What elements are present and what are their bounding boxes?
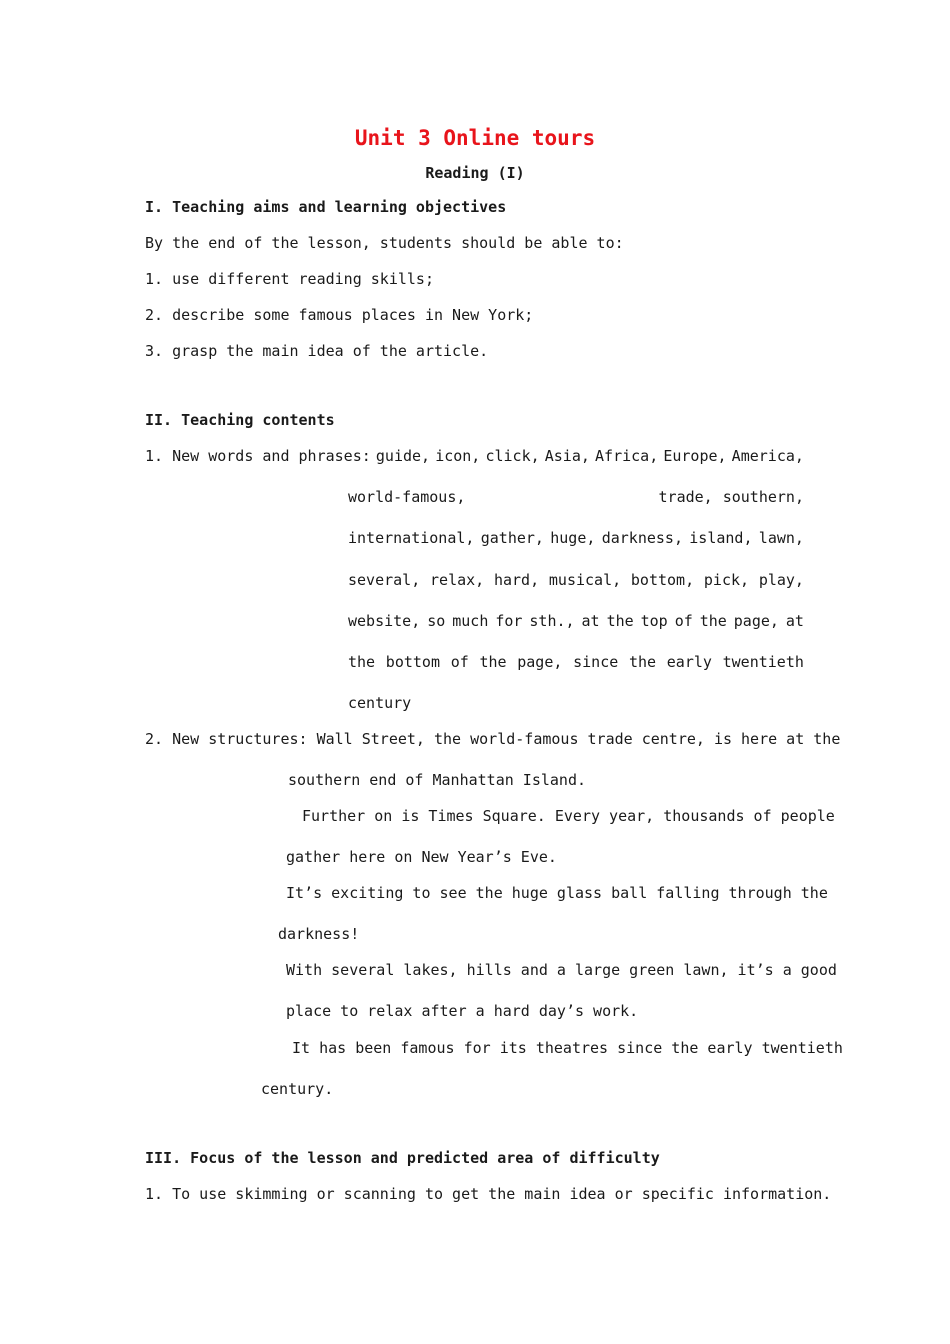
new-words-line	[145, 446, 804, 466]
word: the	[628, 653, 657, 671]
word: the	[699, 612, 727, 630]
word: world-famous,	[348, 488, 466, 506]
focus-item: 1. To use skimming or scanning to get the main idea or specific information.	[145, 1185, 832, 1203]
word: play,	[758, 571, 804, 589]
word: bottom,	[630, 571, 695, 589]
word: page,	[733, 612, 779, 630]
word: the	[348, 653, 376, 671]
new-structures-line: 2. New structures: Wall Street, the world-famous trade centre, is here at the	[145, 730, 841, 748]
word: much	[452, 612, 489, 630]
new-words-line	[348, 652, 804, 672]
word: twentieth	[722, 653, 804, 671]
word: the	[479, 653, 507, 671]
word: at	[581, 612, 600, 630]
word: relax,	[430, 571, 485, 589]
word: the	[606, 612, 634, 630]
new-structures-line: gather here on New Year’s Eve.	[286, 848, 557, 866]
new-structures-line: With several lakes, hills and a large green lawn, it’s a good	[286, 961, 837, 979]
word: since	[573, 653, 619, 671]
word: guide,	[375, 447, 431, 465]
word: sth.,	[529, 612, 575, 630]
word: gather,	[480, 529, 544, 547]
document-title: Unit 3 Online tours	[354, 126, 596, 150]
new-words-line: century	[348, 694, 412, 712]
word: island,	[689, 529, 753, 547]
word: of	[450, 653, 469, 671]
word: musical,	[548, 571, 622, 589]
new-words-line	[348, 570, 804, 590]
document-subtitle: Reading (I)	[425, 164, 525, 182]
word: click,	[485, 447, 540, 465]
word: southern,	[722, 488, 804, 506]
section-1-intro: By the end of the lesson, students should be able to:	[145, 234, 624, 252]
new-structures-line: It’s exciting to see the huge glass ball falling through the	[286, 884, 828, 902]
word: America,	[731, 447, 804, 465]
word: Europe,	[663, 447, 727, 465]
new-structures-line: century.	[261, 1080, 334, 1098]
section-3-heading: III. Focus of the lesson and predicted area of difficulty	[145, 1149, 660, 1167]
objective-item: 3. grasp the main idea of the article.	[145, 342, 489, 360]
new-structures-line: southern end of Manhattan Island.	[288, 771, 587, 789]
word: trade,	[658, 488, 713, 506]
new-words-line	[348, 487, 804, 507]
word: top	[640, 612, 668, 630]
word: of	[674, 612, 693, 630]
word: several,	[348, 571, 421, 589]
word: hard,	[493, 571, 540, 589]
word: Africa,	[595, 447, 659, 465]
word: darkness,	[601, 529, 683, 547]
word: website,	[348, 612, 421, 630]
word: lawn,	[758, 529, 804, 547]
word: so	[427, 612, 446, 630]
word: at	[785, 612, 804, 630]
objective-item: 2. describe some famous places in New York;	[145, 306, 534, 324]
word: bottom	[385, 653, 440, 671]
word: pick,	[703, 571, 750, 589]
section-1-heading: I. Teaching aims and learning objectives	[145, 198, 507, 216]
new-structures-line: It has been famous for its theatres since the early twentieth	[292, 1039, 843, 1057]
new-words-line	[348, 611, 804, 631]
section-2-heading: II. Teaching contents	[145, 411, 335, 429]
word: early	[666, 653, 712, 671]
new-words-label: 1. New words and phrases:	[145, 447, 371, 465]
word: page,	[517, 653, 563, 671]
objective-item: 1. use different reading skills;	[145, 270, 434, 288]
new-words-line	[348, 528, 804, 548]
word: huge,	[550, 529, 596, 547]
word: international,	[348, 529, 475, 547]
new-structures-line: Further on is Times Square. Every year, thousands of people	[302, 807, 835, 825]
word: for	[495, 612, 523, 630]
new-structures-line: darkness!	[278, 925, 360, 943]
word: Asia,	[544, 447, 590, 465]
word: icon,	[435, 447, 481, 465]
new-structures-line: place to relax after a hard day’s work.	[286, 1002, 639, 1020]
